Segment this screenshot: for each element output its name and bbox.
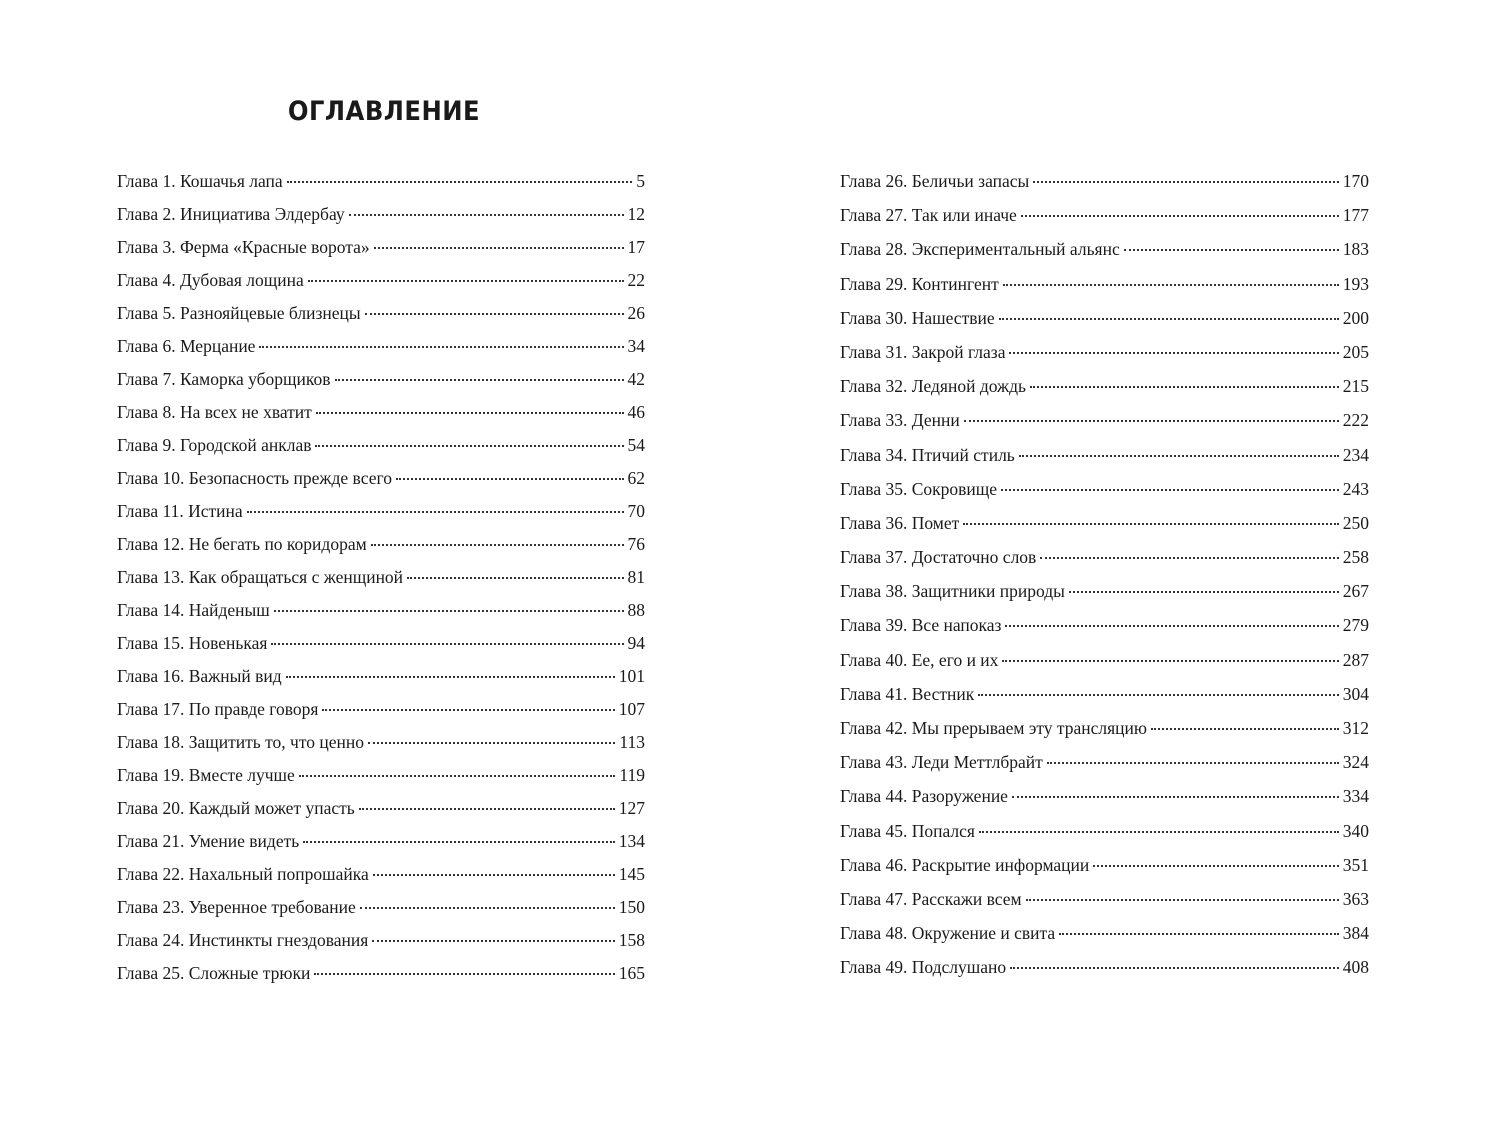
toc-entry xyxy=(117,435,645,468)
toc-entry xyxy=(117,633,645,666)
dot-leader xyxy=(1019,455,1339,457)
chapter-title: Глава 42. Мы прерываем эту трансляцию xyxy=(840,718,1147,738)
toc-entry xyxy=(117,600,645,633)
toc-entry xyxy=(117,501,645,534)
dot-leader xyxy=(372,940,614,942)
page-number: 150 xyxy=(618,897,645,917)
page-number: 351 xyxy=(1342,854,1369,875)
dot-leader xyxy=(349,214,624,216)
chapter-title: Глава 16. Важный вид xyxy=(117,666,282,686)
dot-leader xyxy=(1033,181,1338,183)
dot-leader xyxy=(1021,215,1339,217)
dot-leader xyxy=(1124,249,1339,251)
toc-entry xyxy=(840,889,1369,923)
chapter-title: Глава 4. Дубовая лощина xyxy=(117,270,304,290)
page-number: 312 xyxy=(1342,718,1369,738)
dot-leader xyxy=(308,280,624,282)
toc-entry xyxy=(840,650,1369,684)
page-number: 42 xyxy=(627,369,645,389)
chapter-title: Глава 33. Денни xyxy=(840,410,960,431)
chapter-title: Глава 1. Кошачья лапа xyxy=(117,171,283,191)
page-number: 334 xyxy=(1342,786,1369,807)
chapter-title: Глава 40. Ее, его и их xyxy=(840,649,999,670)
page-number: 94 xyxy=(627,633,645,653)
chapter-title: Глава 38. Защитники природы xyxy=(840,581,1065,602)
toc-entry xyxy=(117,303,645,336)
dot-leader xyxy=(978,694,1339,696)
chapter-title: Глава 25. Сложные трюки xyxy=(117,963,311,983)
page-number: 250 xyxy=(1342,512,1369,533)
toc-entry xyxy=(840,855,1369,889)
toc-entry xyxy=(840,445,1369,479)
dot-leader xyxy=(287,181,633,183)
dot-leader xyxy=(1010,967,1339,969)
dot-leader xyxy=(371,544,624,546)
toc-entry xyxy=(840,513,1369,547)
toc-entry xyxy=(117,864,645,897)
dot-leader xyxy=(1040,557,1338,559)
toc-entry xyxy=(840,205,1369,239)
toc-entry xyxy=(117,567,645,600)
toc-entry xyxy=(117,699,645,732)
page-number: 88 xyxy=(627,600,645,620)
dot-leader xyxy=(1151,728,1339,730)
chapter-title: Глава 39. Все напоказ xyxy=(840,615,1002,636)
chapter-title: Глава 31. Закрой глаза xyxy=(840,341,1006,362)
dot-leader xyxy=(368,742,615,744)
toc-entry xyxy=(840,274,1369,308)
toc-entry xyxy=(117,204,645,237)
page-number: 62 xyxy=(627,468,645,488)
page-number: 158 xyxy=(618,930,645,950)
chapter-title: Глава 48. Окружение и свита xyxy=(840,923,1056,944)
dot-leader xyxy=(314,973,614,975)
dot-leader xyxy=(407,577,623,579)
dot-leader xyxy=(374,247,624,249)
chapter-title: Глава 8. На всех не хватит xyxy=(117,402,312,422)
chapter-title: Глава 19. Вместе лучше xyxy=(117,765,295,785)
dot-leader xyxy=(365,313,624,315)
page-number: 22 xyxy=(627,270,645,290)
page-number: 304 xyxy=(1342,683,1369,704)
page-number: 5 xyxy=(636,171,645,191)
chapter-title: Глава 47. Расскажи всем xyxy=(840,888,1022,909)
page-number: 267 xyxy=(1342,581,1369,602)
chapter-title: Глава 41. Вестник xyxy=(840,683,975,704)
toc-entry xyxy=(840,581,1369,615)
toc-entry xyxy=(840,957,1369,991)
chapter-title: Глава 7. Каморка уборщиков xyxy=(117,369,331,389)
chapter-title: Глава 49. Подслушано xyxy=(840,957,1007,978)
page-number: 34 xyxy=(627,336,645,356)
dot-leader xyxy=(1009,352,1338,354)
chapter-title: Глава 44. Разоружение xyxy=(840,786,1008,807)
page-number: 127 xyxy=(618,798,645,818)
page-number: 384 xyxy=(1342,923,1369,944)
page-number: 215 xyxy=(1342,376,1369,397)
toc-entry xyxy=(840,684,1369,718)
chapter-title: Глава 26. Беличьи запасы xyxy=(840,171,1030,191)
chapter-title: Глава 15. Новенькая xyxy=(117,633,268,653)
page-number: 234 xyxy=(1342,444,1369,465)
page-number: 287 xyxy=(1342,649,1369,670)
chapter-title: Глава 10. Безопасность прежде всего xyxy=(117,468,392,488)
chapter-title: Глава 35. Сокровище xyxy=(840,478,998,499)
chapter-title: Глава 28. Экспериментальный альянс xyxy=(840,239,1120,260)
page-number: 222 xyxy=(1342,410,1369,431)
chapter-title: Глава 14. Найденыш xyxy=(117,600,270,620)
page-number: 101 xyxy=(618,666,645,686)
chapter-title: Глава 11. Истина xyxy=(117,501,243,521)
toc-entry xyxy=(117,468,645,501)
page-number: 119 xyxy=(619,765,645,785)
toc-entry xyxy=(117,831,645,864)
page-number: 170 xyxy=(1342,171,1369,191)
dot-leader xyxy=(303,841,615,843)
page-number: 26 xyxy=(627,303,645,323)
toc-entry xyxy=(840,718,1369,752)
dot-leader xyxy=(315,445,623,447)
page-number: 81 xyxy=(627,567,645,587)
toc-entry xyxy=(840,752,1369,786)
page-number: 12 xyxy=(627,204,645,224)
chapter-title: Глава 2. Инициатива Элдербау xyxy=(117,204,345,224)
page-number: 54 xyxy=(627,435,645,455)
toc-entry xyxy=(117,336,645,369)
dot-leader xyxy=(299,775,616,777)
dot-leader xyxy=(360,907,615,909)
chapter-title: Глава 9. Городской анклав xyxy=(117,435,312,455)
chapter-title: Глава 36. Помет xyxy=(840,512,960,533)
dot-leader xyxy=(247,511,624,513)
toc-entry xyxy=(117,897,645,930)
toc-entry xyxy=(840,342,1369,376)
toc-entry xyxy=(840,923,1369,957)
chapter-title: Глава 22. Нахальный попрошайка xyxy=(117,864,369,884)
page-number: 177 xyxy=(1342,205,1369,226)
chapter-title: Глава 3. Ферма «Красные ворота» xyxy=(117,237,370,257)
toc-entry xyxy=(840,479,1369,513)
chapter-title: Глава 27. Так или иначе xyxy=(840,205,1017,226)
chapter-title: Глава 43. Леди Меттлбрайт xyxy=(840,752,1043,773)
dot-leader xyxy=(259,346,623,348)
dot-leader xyxy=(396,478,624,480)
chapter-title: Глава 37. Достаточно слов xyxy=(840,547,1037,568)
toc-entry xyxy=(117,402,645,435)
page-title: ОГЛАВЛЕНИЕ xyxy=(287,96,481,127)
dot-leader xyxy=(1030,386,1339,388)
dot-leader xyxy=(1047,762,1339,764)
toc-entry xyxy=(117,732,645,765)
toc-entry xyxy=(117,534,645,567)
toc-entry xyxy=(840,410,1369,444)
dot-leader xyxy=(999,318,1339,320)
dot-leader xyxy=(322,709,614,711)
dot-leader xyxy=(963,523,1338,525)
dot-leader xyxy=(316,412,624,414)
page-number: 258 xyxy=(1342,547,1369,568)
toc-entry xyxy=(840,821,1369,855)
page-number: 76 xyxy=(627,534,645,554)
page-number: 113 xyxy=(619,732,645,752)
dot-leader xyxy=(1003,284,1339,286)
dot-leader xyxy=(1002,660,1338,662)
dot-leader xyxy=(271,643,623,645)
dot-leader xyxy=(1012,796,1339,798)
page-number: 324 xyxy=(1342,752,1369,773)
chapter-title: Глава 5. Разнояйцевые близнецы xyxy=(117,303,361,323)
toc-entry xyxy=(117,666,645,699)
toc-entry xyxy=(117,765,645,798)
dot-leader xyxy=(1026,899,1339,901)
toc-entry xyxy=(840,171,1369,205)
toc-entry xyxy=(840,376,1369,410)
toc-right-column xyxy=(840,171,1369,992)
chapter-title: Глава 32. Ледяной дождь xyxy=(840,376,1027,397)
toc-entry xyxy=(840,615,1369,649)
toc-entry xyxy=(840,547,1369,581)
page-number: 134 xyxy=(618,831,645,851)
chapter-title: Глава 46. Раскрытие информации xyxy=(840,854,1090,875)
toc-entry xyxy=(117,930,645,963)
dot-leader xyxy=(1069,591,1339,593)
page-number: 70 xyxy=(627,501,645,521)
toc-entry xyxy=(117,963,645,996)
chapter-title: Глава 12. Не бегать по коридорам xyxy=(117,534,367,554)
chapter-title: Глава 23. Уверенное требование xyxy=(117,897,356,917)
chapter-title: Глава 17. По правде говоря xyxy=(117,699,319,719)
chapter-title: Глава 34. Птичий стиль xyxy=(840,444,1015,465)
dot-leader xyxy=(335,379,624,381)
toc-entry xyxy=(117,171,645,204)
toc-left-column xyxy=(117,171,645,996)
dot-leader xyxy=(359,808,615,810)
page-number: 165 xyxy=(618,963,645,983)
chapter-title: Глава 24. Инстинкты гнездования xyxy=(117,930,369,950)
page-number: 17 xyxy=(627,237,645,257)
toc-entry xyxy=(840,308,1369,342)
dot-leader xyxy=(979,831,1339,833)
toc-entry xyxy=(117,798,645,831)
chapter-title: Глава 45. Попался xyxy=(840,820,975,841)
page-number: 243 xyxy=(1342,478,1369,499)
dot-leader xyxy=(286,676,615,678)
chapter-title: Глава 29. Контингент xyxy=(840,273,999,294)
chapter-title: Глава 13. Как обращаться с женщиной xyxy=(117,567,404,587)
page-number: 107 xyxy=(618,699,645,719)
page-number: 145 xyxy=(618,864,645,884)
dot-leader xyxy=(1059,933,1339,935)
dot-leader xyxy=(373,874,615,876)
chapter-title: Глава 18. Защитить то, что ценно xyxy=(117,732,364,752)
chapter-title: Глава 30. Нашествие xyxy=(840,307,995,328)
toc-entry xyxy=(840,239,1369,273)
chapter-title: Глава 21. Умение видеть xyxy=(117,831,300,851)
page-number: 183 xyxy=(1342,239,1369,260)
toc-entry xyxy=(117,237,645,270)
toc-entry xyxy=(840,786,1369,820)
dot-leader xyxy=(274,610,624,612)
page-number: 408 xyxy=(1342,957,1369,978)
page-number: 193 xyxy=(1342,273,1369,294)
page-number: 279 xyxy=(1342,615,1369,636)
page-number: 205 xyxy=(1342,341,1369,362)
dot-leader xyxy=(1001,489,1339,491)
page-number: 340 xyxy=(1342,820,1369,841)
page-number: 46 xyxy=(627,402,645,422)
chapter-title: Глава 20. Каждый может упасть xyxy=(117,798,355,818)
dot-leader xyxy=(964,420,1339,422)
dot-leader xyxy=(1093,865,1338,867)
chapter-title: Глава 6. Мерцание xyxy=(117,336,256,356)
page-number: 363 xyxy=(1342,888,1369,909)
page-number: 200 xyxy=(1342,307,1369,328)
toc-entry xyxy=(117,270,645,303)
toc-entry xyxy=(117,369,645,402)
dot-leader xyxy=(1005,625,1338,627)
